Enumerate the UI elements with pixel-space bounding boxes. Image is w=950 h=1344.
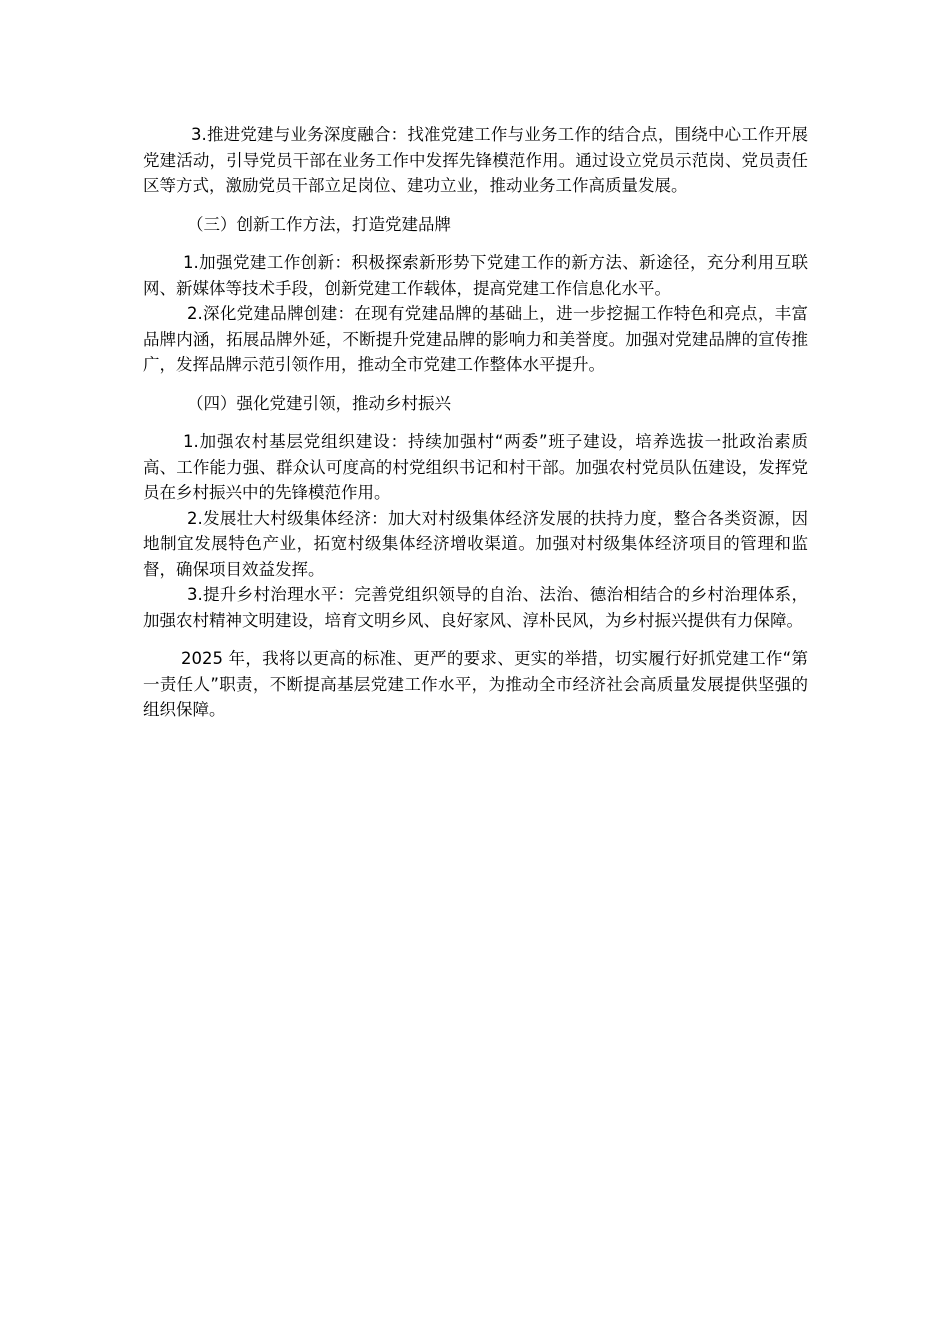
- paragraph-rural-party: 1.加强农村基层党组织建设：持续加强村“两委”班子建设，培养选拔一批政治素质高、工作能力强、群众认可度高的村党组织书记和村干部。加强农村党员队伍建设，发挥党员在乡村振兴中的先锋模范作用。: [143, 432, 808, 502]
- paragraph-governance: 3.提升乡村治理水平：完善党组织领导的自治、法治、德治相结合的乡村治理体系，加强农村精神文明建设，培育文明乡风、良好家风、淳朴民风，为乡村振兴提供有力保障。: [143, 585, 808, 630]
- paragraph-brand: 2.深化党建品牌创建：在现有党建品牌的基础上，进一步挖掘工作特色和亮点，丰富品牌内涵，拓展品牌外延，不断提升党建品牌的影响力和美誉度。加强对党建品牌的宣传推广，发挥品牌示范引领作用，推动全市党建工作整体水平提升。: [143, 304, 808, 374]
- paragraph-collective-economy: 2.发展壮大村级集体经济：加大对村级集体经济发展的扶持力度，整合各类资源，因地制宜发展特色产业，拓宽村级集体经济增收渠道。加强对村级集体经济项目的管理和监督，确保项目效益发挥。: [143, 508, 808, 579]
- section-heading-4: （四）强化党建引领，推动乡村振兴: [187, 393, 451, 413]
- document-page: [143, 122, 808, 723]
- paragraph-integration: 3.推进党建与业务深度融合：找准党建工作与业务工作的结合点，围绕中心工作开展党建活动，引导党员干部在业务工作中发挥先锋模范作用。通过设立党员示范岗、党员责任区等方式，激励党员干部立足岗位、建功立业，推动业务工作高质量发展。: [143, 125, 808, 195]
- paragraph-conclusion: 2025 年，我将以更高的标准、更严的要求、更实的举措，切实履行好抓党建工作“第一责任人”职责，不断提高基层党建工作水平，为推动全市经济社会高质量发展提供坚强的组织保障。: [143, 649, 808, 719]
- section-heading-3: （三）创新工作方法，打造党建品牌: [187, 214, 451, 234]
- paragraph-innovation: 1.加强党建工作创新：积极探索新形势下党建工作的新方法、新途径，充分利用互联网、新媒体等技术手段，创新党建工作载体，提高党建工作信息化水平。: [143, 253, 808, 298]
